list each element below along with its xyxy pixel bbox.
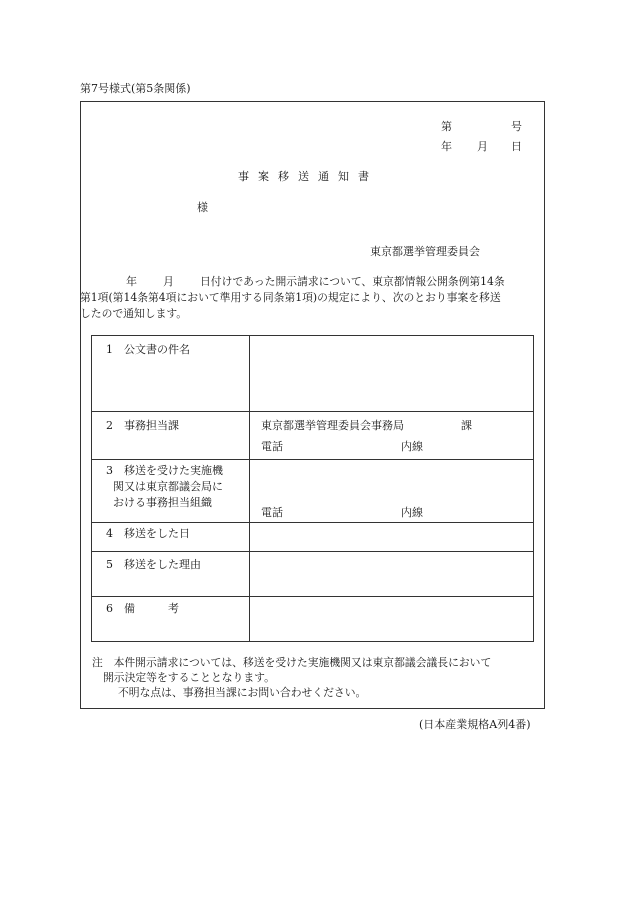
paper-size-note: (日本産業規格A列4番)	[419, 718, 531, 731]
responsible-office: 東京都選挙管理委員会事務局	[261, 419, 404, 432]
row2-extension-label: 内線	[401, 440, 423, 453]
number-suffix: 号	[511, 120, 522, 133]
row-label-receiving-organization-3: おける事務担当組織	[113, 496, 212, 509]
row-label-receiving-organization-1: 3 移送を受けた実施機	[106, 464, 223, 477]
addressee-suffix: 様	[197, 201, 208, 214]
row-label-document-subject: 1 公文書の件名	[106, 343, 190, 356]
body-month: 月	[163, 275, 174, 288]
table-row-divider	[92, 459, 533, 460]
form-number: 第7号様式(第5条関係)	[80, 82, 191, 95]
row-label-remarks-end: 考	[168, 602, 179, 615]
table-row-divider	[92, 551, 533, 552]
note-line-1: 注 本件開示請求については、移送を受けた実施機関又は東京都議会議長において	[92, 656, 492, 669]
date-year: 年	[441, 140, 452, 153]
row-label-transfer-date: 4 移送をした日	[106, 527, 190, 540]
row2-phone-label: 電話	[261, 440, 283, 453]
date-day: 日	[511, 140, 522, 153]
row-label-remarks: 6 備	[106, 602, 135, 615]
body-line-2: 第1項(第14条第4項において準用する同条第1項)の規定により、次のとおり事案を移送	[80, 291, 501, 304]
number-prefix: 第	[441, 120, 452, 133]
note-line-3: 不明な点は、事務担当課にお問い合わせください。	[118, 686, 367, 699]
issuer-name: 東京都選挙管理委員会	[370, 245, 480, 258]
row3-extension-label: 内線	[401, 506, 423, 519]
document-title: 事案移送通知書	[238, 170, 378, 183]
body-line-1: 日付けであった開示請求について、東京都情報公開条例第14条	[200, 275, 505, 288]
table-row-divider	[92, 596, 533, 597]
date-month: 月	[477, 140, 488, 153]
body-line-3: したので通知します。	[80, 307, 188, 320]
body-year: 年	[126, 275, 137, 288]
row-label-responsible-section: 2 事務担当課	[106, 419, 179, 432]
table-row-divider	[92, 522, 533, 523]
row-label-receiving-organization-2: 関又は東京都議会局に	[113, 480, 223, 493]
table-row-divider	[92, 411, 533, 412]
note-line-2: 開示決定等をすることとなります。	[103, 671, 275, 684]
row-label-transfer-reason: 5 移送をした理由	[106, 558, 201, 571]
row3-phone-label: 電話	[261, 506, 283, 519]
responsible-section-suffix: 課	[461, 419, 472, 432]
